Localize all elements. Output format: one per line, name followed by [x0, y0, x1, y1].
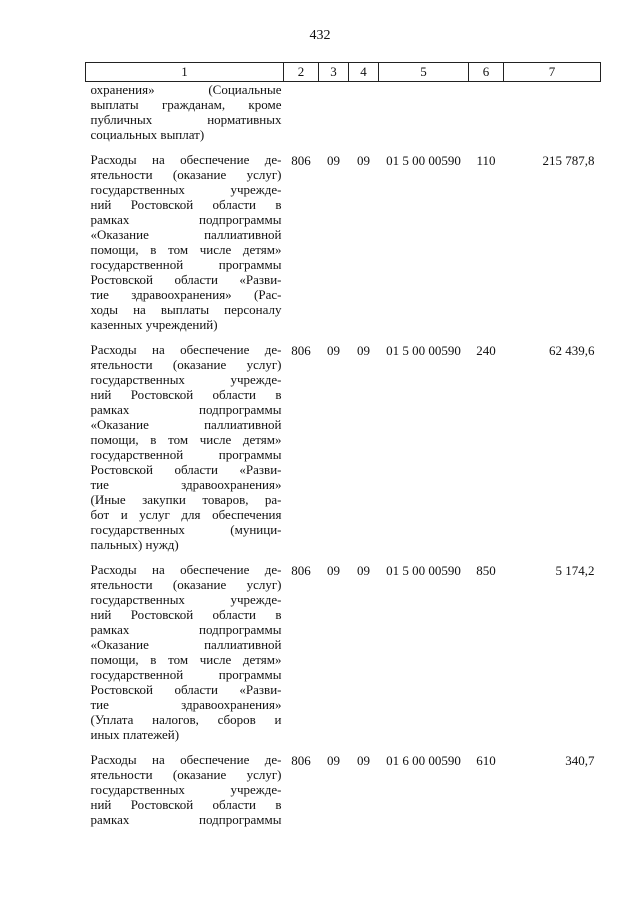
expense-description: [86, 152, 284, 342]
description-line: социальных выплат): [90, 127, 205, 142]
description-line: государственной программы: [90, 447, 282, 462]
description-line: помощи, в том числе детям»: [90, 652, 282, 667]
column-header-3: 3: [319, 63, 349, 82]
description-line: охранения» (Социальные: [90, 82, 282, 97]
amount-value: 215 787,8: [542, 153, 595, 168]
description-line: бот и услуг для обеспечения: [90, 507, 282, 522]
description-line: государственных учрежде-: [90, 592, 282, 607]
description-line: ний Ростовской области в: [90, 607, 282, 622]
target-article-code: 01 5 00 00590: [386, 343, 461, 358]
expense-type-code: 110: [476, 153, 496, 168]
description-line: тие здравоохранения» (Рас-: [90, 287, 282, 302]
table-header: [86, 63, 601, 82]
description-line: «Оказание паллиативной: [90, 637, 282, 652]
description-line: Расходы на обеспечение де-: [90, 342, 282, 357]
description-line: рамках подпрограммы: [90, 812, 282, 827]
description-line: ний Ростовской области в: [90, 797, 282, 812]
ministry-code: 806: [291, 753, 311, 768]
page-number: 432: [309, 28, 331, 43]
description-line: ний Ростовской области в: [90, 387, 282, 402]
description-line: пальных) нужд): [90, 537, 179, 552]
subsection-code: 09: [357, 343, 370, 358]
description-line: (Иные закупки товаров, ра-: [90, 492, 282, 507]
description-line: иных платежей): [90, 727, 180, 742]
ministry-code: 806: [291, 343, 311, 358]
amount-value: [504, 82, 601, 153]
description-line: Расходы на обеспечение де-: [90, 752, 282, 767]
description-line: (Уплата налогов, сборов и: [90, 712, 282, 727]
description-line: государственных учрежде-: [90, 372, 282, 387]
description-line: Расходы на обеспечение де-: [90, 562, 282, 577]
description-line: казенных учреждений): [90, 317, 218, 332]
column-header-5: 5: [379, 63, 469, 82]
table-row: [86, 752, 601, 837]
section-code: 09: [327, 563, 340, 578]
description-line: Ростовской области «Разви-: [90, 272, 282, 287]
table-body: [86, 82, 601, 838]
subsection-code: [349, 82, 379, 153]
target-article-code: 01 6 00 00590: [386, 753, 461, 768]
expense-type-code: 610: [476, 753, 496, 768]
section-code: 09: [327, 343, 340, 358]
section-code: 09: [327, 153, 340, 168]
target-article-code: 01 5 00 00590: [386, 153, 461, 168]
ministry-code: 806: [291, 563, 311, 578]
description-line: помощи, в том числе детям»: [90, 242, 282, 257]
expense-type-code: 850: [476, 563, 496, 578]
subsection-code: 09: [357, 153, 370, 168]
description-line: тие здравоохранения»: [90, 477, 282, 492]
description-line: ятельности (оказание услуг): [90, 167, 282, 182]
table-row: [86, 152, 601, 342]
section-code: [319, 82, 349, 153]
amount-value: 340,7: [565, 753, 595, 768]
ministry-code: [284, 82, 319, 153]
description-line: Ростовской области «Разви-: [90, 462, 282, 477]
expense-description: [86, 562, 284, 752]
ministry-code: 806: [291, 153, 311, 168]
target-article-code: [379, 82, 469, 153]
description-line: «Оказание паллиативной: [90, 417, 282, 432]
subsection-code: 09: [357, 753, 370, 768]
column-header-7: 7: [504, 63, 601, 82]
section-code: 09: [327, 753, 340, 768]
description-line: рамках подпрограммы: [90, 622, 282, 637]
column-header-4: 4: [349, 63, 379, 82]
amount-value: 5 174,2: [555, 563, 595, 578]
description-line: тие здравоохранения»: [90, 697, 282, 712]
description-line: государственных учрежде-: [90, 782, 282, 797]
table-row: [86, 82, 601, 153]
expense-description: [86, 342, 284, 562]
target-article-code: 01 5 00 00590: [386, 563, 461, 578]
description-line: рамках подпрограммы: [90, 402, 282, 417]
expense-type-code: [469, 82, 504, 153]
description-line: «Оказание паллиативной: [90, 227, 282, 242]
header-row: [86, 63, 601, 82]
description-line: ятельности (оказание услуг): [90, 767, 282, 782]
description-line: помощи, в том числе детям»: [90, 432, 282, 447]
description-line: государственных (муници-: [90, 522, 282, 537]
expense-type-code: 240: [476, 343, 496, 358]
budget-table: [85, 62, 601, 837]
description-line: ятельности (оказание услуг): [90, 577, 282, 592]
column-header-6: 6: [469, 63, 504, 82]
description-line: Ростовской области «Разви-: [90, 682, 282, 697]
amount-value: 62 439,6: [549, 343, 595, 358]
description-line: Расходы на обеспечение де-: [90, 152, 282, 167]
table-row: [86, 562, 601, 752]
subsection-code: 09: [357, 563, 370, 578]
description-line: рамках подпрограммы: [90, 212, 282, 227]
description-line: ний Ростовской области в: [90, 197, 282, 212]
description-line: государственных учрежде-: [90, 182, 282, 197]
description-line: государственной программы: [90, 257, 282, 272]
description-line: государственной программы: [90, 667, 282, 682]
column-header-1: 1: [86, 63, 284, 82]
expense-description: [86, 82, 284, 153]
column-header-2: 2: [284, 63, 319, 82]
description-line: публичных нормативных: [90, 112, 282, 127]
description-line: ходы на выплаты персоналу: [90, 302, 282, 317]
table-row: [86, 342, 601, 562]
expense-description: [86, 752, 284, 837]
description-line: ятельности (оказание услуг): [90, 357, 282, 372]
description-line: выплаты гражданам, кроме: [90, 97, 282, 112]
